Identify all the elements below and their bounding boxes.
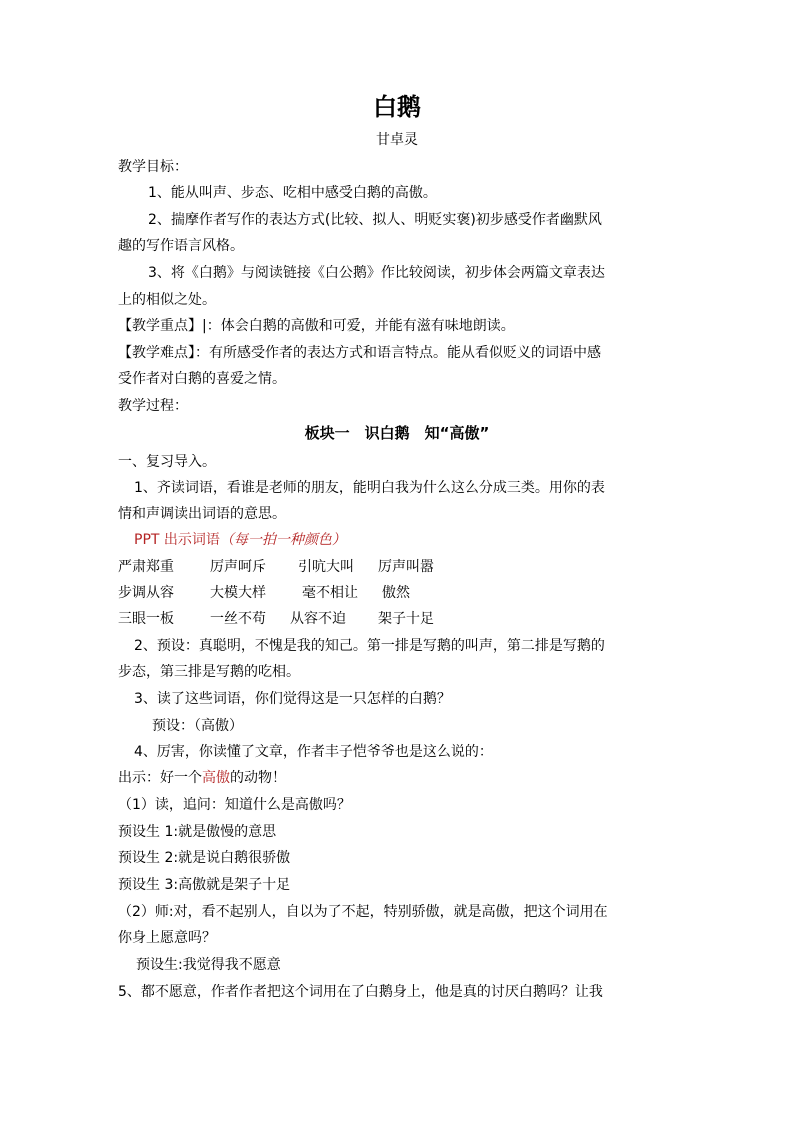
question-2-cont: 你身上愿意吗？ — [118, 930, 216, 946]
question-1: （1）读，追问：知道什么是高傲吗？ — [118, 797, 351, 813]
word-row-3 — [118, 609, 434, 629]
document-title: 白鹅 — [373, 93, 421, 121]
answer-1: 预设生 1:就是傲慢的意思 — [118, 824, 277, 840]
step-3-answer: 预设：（高傲） — [152, 718, 243, 734]
step-2-cont: 步态，第三排是写鹅的吃相。 — [118, 664, 300, 680]
objective-2: 2、揣摩作者写作的表达方式(比较、拟人、明贬实褒)初步感受作者幽默风 — [148, 212, 602, 228]
word-3-4: 架子十足 — [378, 611, 434, 627]
answer-2: 预设生 2:就是说白鹅很骄傲 — [118, 850, 291, 866]
step-4: 4、厉害，你读懂了文章，作者丰子恺爷爷也是这么说的： — [134, 744, 493, 760]
step-2: 2、预设：真聪明，不愧是我的知己。第一排是写鹅的叫声，第二排是写鹅的 — [134, 638, 605, 654]
word-row-1 — [118, 557, 434, 577]
objective-2-cont: 趣的写作语言风格。 — [118, 238, 244, 254]
word-2-1: 步调从容 — [118, 585, 174, 601]
word-2-2: 大模大样 — [210, 585, 266, 601]
word-3-1: 三眼一板 — [118, 611, 174, 627]
step-1-cont: 情和声调读出词语的意思。 — [118, 506, 286, 522]
show-prefix: 出示：好一个 — [118, 770, 202, 786]
step-3: 3、读了这些词语，你们觉得这是一只怎样的白鹅？ — [134, 691, 451, 707]
step-5: 5、都不愿意，作者作者把这个词用在了白鹅身上，他是真的讨厌白鹅吗？让我 — [118, 984, 603, 1000]
teaching-difficulty-cont: 受作者对白鹅的喜爱之情。 — [118, 371, 286, 387]
word-3-3: 从容不迫 — [290, 611, 346, 627]
objectives-heading: 教学目标： — [118, 159, 188, 175]
section-title: 板块一 识白鹅 知“高傲” — [304, 424, 490, 442]
question-2: （2）师:对，看不起别人，自以为了不起，特别骄傲，就是高傲，把这个词用在 — [118, 904, 608, 920]
show-highlight: 高傲 — [202, 770, 230, 786]
objective-3: 3、将《白鹅》与阅读链接《白公鹅》作比较阅读，初步体会两篇文章表达 — [148, 265, 605, 281]
objective-3-cont: 上的相似之处。 — [118, 292, 216, 308]
word-1-3: 引吭大叫 — [298, 559, 354, 575]
ppt-label: PPT 出示词语 — [134, 532, 220, 548]
teaching-difficulty: 【教学难点】：有所感受作者的表达方式和语言特点。能从看似贬义的词语中感 — [118, 345, 601, 361]
show-line — [118, 768, 286, 788]
word-2-4: 傲然 — [382, 585, 410, 601]
word-1-2: 厉声呵斥 — [210, 559, 266, 575]
teaching-focus: 【教学重点】|：体会白鹅的高傲和可爱，并能有滋有味地朗读。 — [118, 318, 515, 334]
word-1-4: 厉声叫嚣 — [378, 559, 434, 575]
answer-3: 预设生 3:高傲就是架子十足 — [118, 877, 291, 893]
ppt-note: （每一拍一种颜色） — [219, 532, 346, 548]
word-1-1: 严肃郑重 — [118, 559, 174, 575]
author-name: 甘卓灵 — [376, 132, 418, 148]
objective-1: 1、能从叫声、步态、吃相中感受白鹅的高傲。 — [148, 185, 437, 201]
step-review: 一、复习导入。 — [118, 454, 216, 470]
word-2-3: 毫不相让 — [302, 585, 358, 601]
word-row-2 — [118, 583, 410, 603]
step-1: 1、齐读词语，看谁是老师的朋友，能明白我为什么这么分成三类。用你的表 — [134, 480, 605, 496]
show-suffix: 的动物！ — [230, 770, 286, 786]
process-heading: 教学过程： — [118, 398, 188, 414]
word-3-2: 一丝不苟 — [210, 611, 266, 627]
ppt-line — [134, 530, 346, 550]
answer-4: 预设生:我觉得我不愿意 — [136, 957, 281, 973]
